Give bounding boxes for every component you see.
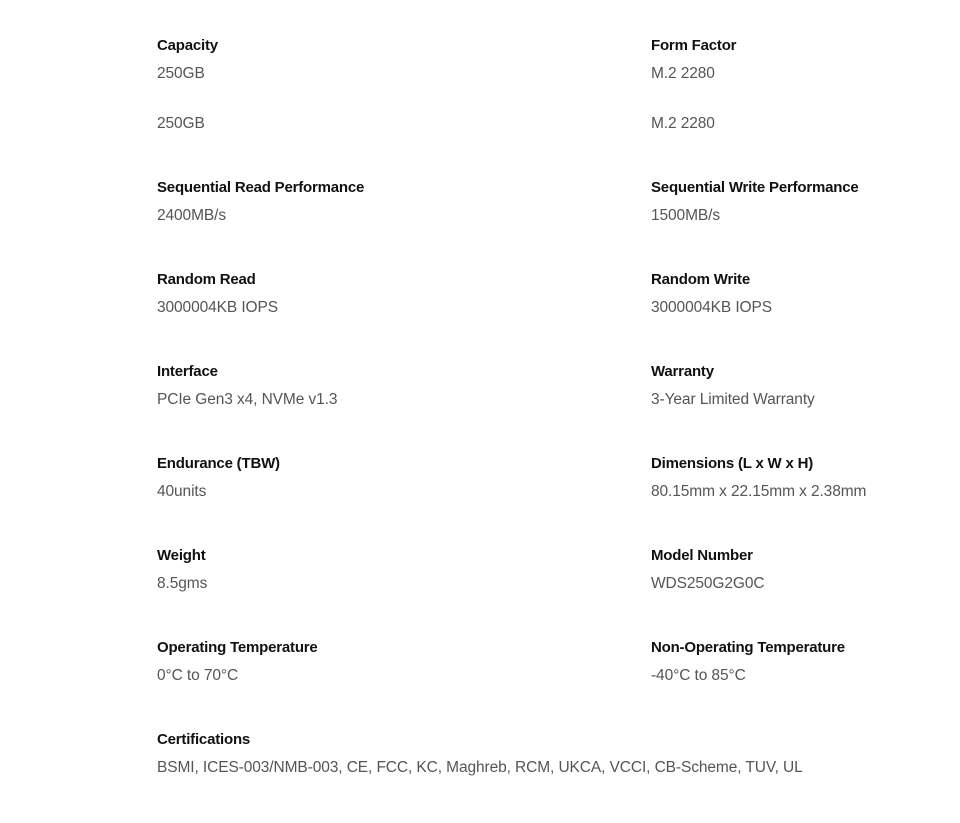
spec-weight [157,546,207,594]
spec-label: Model Number [651,547,753,564]
spec-value: 8.5gms [157,575,208,592]
spec-value: M.2 2280 [651,65,715,82]
spec-label: Random Read [157,271,256,288]
spec-dimensions [651,454,866,502]
spec-model-number [651,546,764,594]
spec-label: Operating Temperature [157,639,318,656]
spec-row-weight-model [157,546,917,638]
specifications-table [157,36,917,790]
spec-value: -40°C to 85°C [651,667,746,684]
spec-sequential-read [157,178,364,226]
spec-row-sequential [157,178,917,270]
spec-random-write [651,270,772,318]
spec-label: Endurance (TBW) [157,455,280,472]
spec-interface [157,362,337,410]
spec-label: Random Write [651,271,750,288]
spec-label: Interface [157,363,218,380]
spec-value: 1500MB/s [651,207,720,224]
spec-value: 3000004KB IOPS [157,299,278,316]
spec-label: Form Factor [651,37,737,54]
spec-certifications [157,730,803,778]
spec-label: Non-Operating Temperature [651,639,845,656]
spec-label: Certifications [157,731,251,748]
spec-label: Warranty [651,363,714,380]
spec-value: 3-Year Limited Warranty [651,391,815,408]
spec-label: Sequential Write Performance [651,179,859,196]
spec-label: Sequential Read Performance [157,179,365,196]
spec-value: 0°C to 70°C [157,667,239,684]
spec-label: Capacity [157,37,218,54]
spec-row-random [157,270,917,362]
spec-value: WDS250G2G0C [651,575,765,592]
spec-row-interface-warranty [157,362,917,454]
spec-row-endurance-dimensions [157,454,917,546]
spec-warranty [651,362,815,410]
spec-random-read [157,270,278,318]
spec-form-factor [651,36,736,134]
spec-operating-temperature [157,638,318,686]
spec-sequential-write [651,178,859,226]
spec-endurance [157,454,280,502]
spec-capacity [157,36,218,134]
spec-value: 250GB [157,115,205,132]
spec-non-operating-temperature [651,638,845,686]
spec-row-certifications [157,730,917,790]
spec-row-capacity-form-factor [157,36,917,178]
spec-value: 80.15mm x 22.15mm x 2.38mm [651,483,867,500]
spec-label: Weight [157,547,206,564]
spec-value: 250GB [157,65,205,82]
spec-value: 40units [157,483,207,500]
spec-label: Dimensions (L x W x H) [651,455,814,472]
spec-value: 2400MB/s [157,207,226,224]
spec-value: PCIe Gen3 x4, NVMe v1.3 [157,391,338,408]
spec-value: 3000004KB IOPS [651,299,772,316]
spec-row-temperature [157,638,917,730]
spec-value: M.2 2280 [651,115,715,132]
spec-value: BSMI, ICES-003/NMB-003, CE, FCC, KC, Maghreb, RCM, UKCA, VCCI, CB-Scheme, TUV, UL [157,759,803,776]
